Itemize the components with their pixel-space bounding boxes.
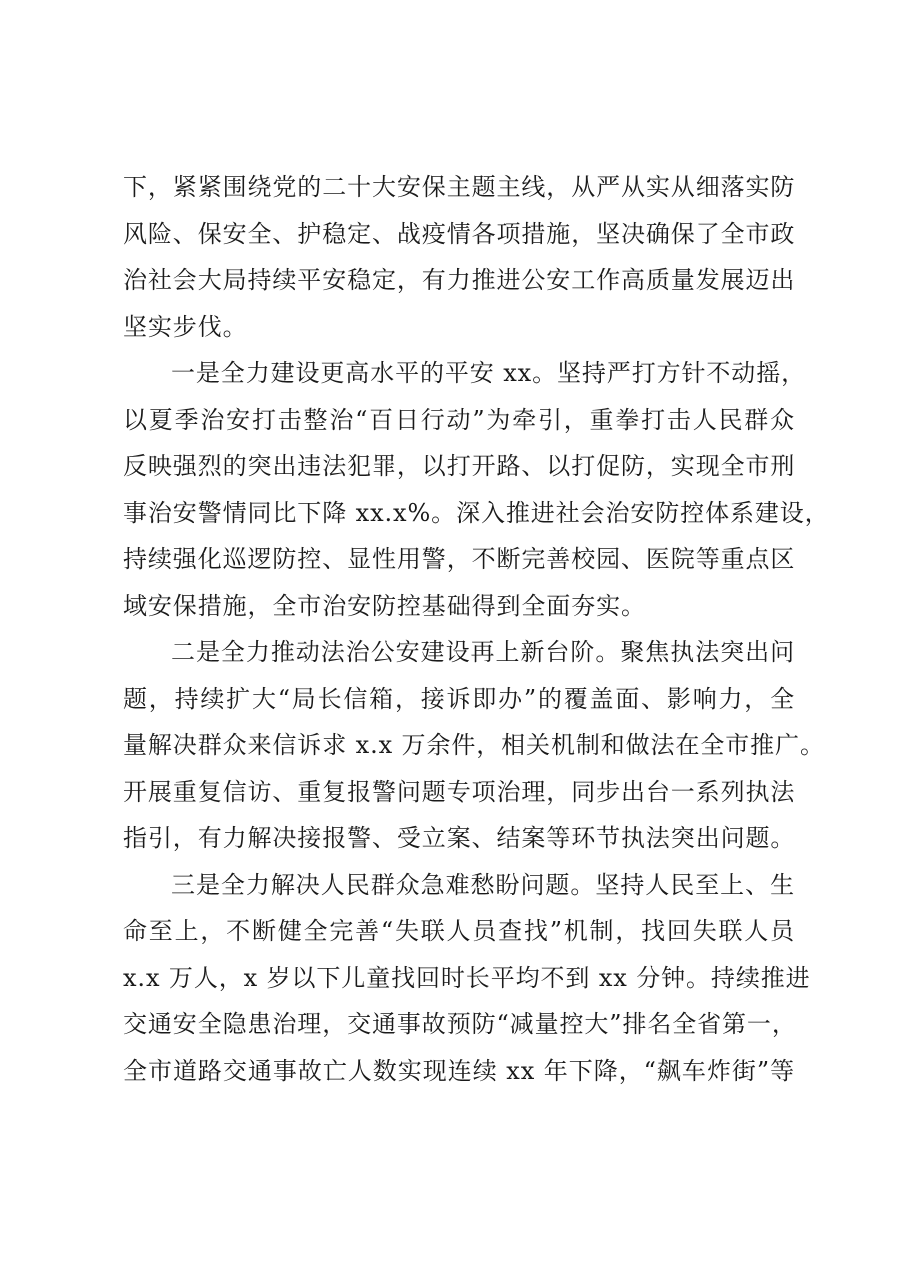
paragraph-line: 下，紧紧围绕党的二十大安保主题主线，从严从实从细落实防 [123, 173, 796, 201]
paragraph-line: 全市道路交通事故亡人数实现连续 xx 年下降，“飙车炸街”等 [123, 1056, 795, 1085]
paragraph-line: 以夏季治安打击整治“百日行动”为牵引，重拳打击人民群众 [123, 405, 795, 434]
paragraph-line: 事治安警情同比下降 xx.x%。深入推进社会治安防控体系建设， [123, 498, 830, 527]
paragraph-line: x.x 万人，x 岁以下儿童找回时长平均不到 xx 分钟。持续推进 [123, 963, 811, 992]
paragraph-line: 坚实步伐。 [123, 312, 248, 341]
paragraph-line: 量解决群众来信诉求 x.x 万余件，相关机制和做法在全市推广。 [123, 731, 825, 759]
paragraph-line: 二是全力推动法治公安建设再上新台阶。聚焦执法突出问 [171, 638, 795, 666]
paragraph-line: 一是全力建设更高水平的平安 xx。坚持严打方针不动摇， [171, 359, 806, 387]
paragraph-line: 题，持续扩大“局长信箱，接诉即办”的覆盖面、影响力，全 [123, 684, 795, 713]
paragraph-line: 指引，有力解决接报警、受立案、结案等环节执法突出问题。 [123, 824, 796, 852]
document-body [123, 164, 830, 1094]
paragraph-line: 三是全力解决人民群众急难愁盼问题。坚持人民至上、生 [171, 870, 795, 899]
paragraph-line: 开展重复信访、重复报警问题专项治理，同步出台一系列执法 [123, 777, 796, 806]
paragraph-line: 命至上，不断健全完善“失联人员查找”机制，找回失联人员 [123, 917, 795, 945]
paragraph-line: 反映强烈的突出违法犯罪，以打开路、以打促防，实现全市刑 [123, 452, 796, 480]
paragraph-line: 域安保措施，全市治安防控基础得到全面夯实。 [123, 591, 646, 620]
paragraph-line: 风险、保安全、护稳定、战疫情各项措施，坚决确保了全市政 [123, 219, 796, 248]
paragraph-line: 持续强化巡逻防控、显性用警，不断完善校园、医院等重点区 [123, 545, 796, 573]
paragraph-line: 治社会大局持续平安稳定，有力推进公安工作高质量发展迈出 [123, 266, 796, 294]
paragraph-line: 交通安全隐患治理，交通事故预防“减量控大”排名全省第一， [123, 1010, 797, 1038]
